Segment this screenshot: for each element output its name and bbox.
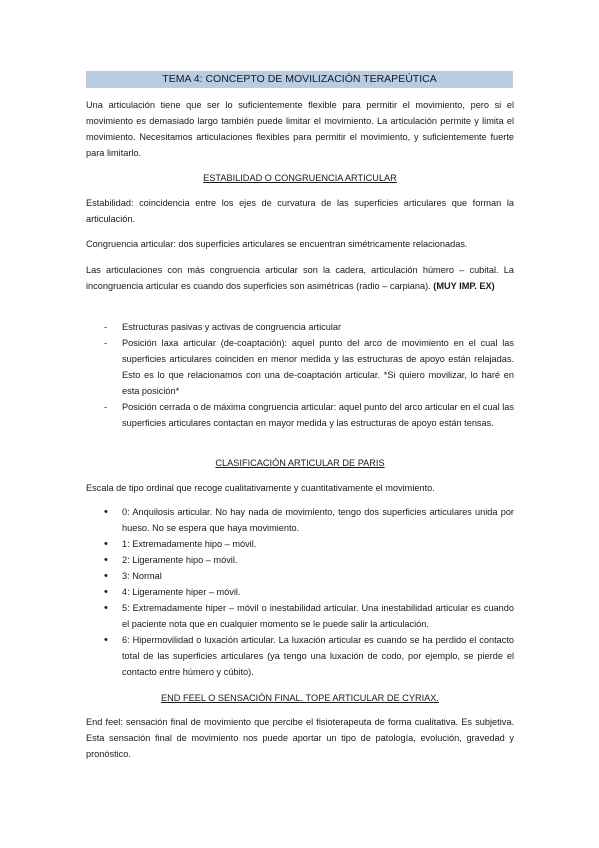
paragraph-escala: Escala de tipo ordinal que recoge cualitativamente y cuantitativamente el movimiento.	[86, 483, 435, 493]
list-item: • 3: Normal	[104, 568, 514, 584]
section-heading-end-feel: END FEEL O SENSACIÓN FINAL. TOPE ARTICULAR DE CYRIAX.	[161, 693, 439, 703]
congruencia-list	[104, 319, 514, 431]
paragraph-end-feel: End feel: sensación final de movimiento que percibe el fisioterapeuta de forma cualitativa. Es subjetiva. Esta sensación final de movimiento nos puede aportar un tipo de patología, evolución, gravedad y pronóstico.	[86, 717, 514, 759]
list-item: • 1: Extremadamente hipo – móvil.	[104, 536, 514, 552]
paragraph-articulaciones-text: Las articulaciones con más congruencia articular son la cadera, articulación húmero – cubital. La incongruencia articular es cuando dos superficies son asimétricas (radio – carpiana).	[86, 265, 514, 291]
list-item: • 6: Hipermovilidad o luxación articular. La luxación articular es cuando se ha perdido el contacto total de las superficies articulares (ya tengo una luxación de codo, por ejemplo, se pierde el contacto entre húmero y cúbito).	[104, 632, 514, 680]
list-item: - Posición cerrada o de máxima congruencia articular: aquel punto del arco articular en el cual las superficies articulares contactan en mayor medida y las estructuras de apoyo están tensas.	[104, 399, 514, 431]
list-item: • 4: Ligeramente hiper – móvil.	[104, 584, 514, 600]
list-item: - Posición laxa articular (de-coaptación): aquel punto del arco de movimiento en el cual las superficies articulares coinciden en menor medida y las estructuras de apoyo están relajadas. Esto es lo que relacionamos con una de-coaptación articular. *Si quiero movilizar, lo haré en esta posición*	[104, 335, 514, 399]
list-item: - Estructuras pasivas y activas de congruencia articular	[104, 319, 514, 335]
paragraph-estabilidad: Estabilidad: coincidencia entre los ejes de curvatura de las superficies articulares que forman la articulación.	[86, 198, 514, 224]
list-item: • 5: Extremadamente hiper – móvil o inestabilidad articular. Una inestabilidad articular es cuando el paciente nota que en cualquier momento se le puede salir la articulación.	[104, 600, 514, 632]
paragraph-articulaciones	[86, 262, 514, 294]
intro-paragraph: Una articulación tiene que ser lo suficientemente flexible para permitir el movimiento, pero si el movimiento es demasiado largo también puede limitar el movimiento. La articulación permite y limita el movimiento. Necesitamos articulaciones flexibles para permitir el movimiento, y suficientemente fuerte para limitarlo.	[86, 100, 514, 158]
paris-scale-list	[104, 504, 514, 680]
important-note: (MUY IMP. EX)	[433, 281, 495, 291]
page-title: TEMA 4: CONCEPTO DE MOVILIZACIÓN TERAPEÚTICA	[86, 71, 513, 88]
list-item: • 2: Ligeramente hipo – móvil.	[104, 552, 514, 568]
section-heading-clasificacion: CLASIFICACIÓN ARTICULAR DE PARIS	[215, 458, 385, 468]
section-heading-estabilidad: ESTABILIDAD O CONGRUENCIA ARTICULAR	[203, 173, 397, 183]
list-item: • 0: Anquilosis articular. No hay nada de movimiento, tengo dos superficies articulares unida por hueso. No se espera que haya movimiento.	[104, 504, 514, 536]
paragraph-congruencia: Congruencia articular: dos superficies articulares se encuentran simétricamente relacionadas.	[86, 239, 468, 249]
